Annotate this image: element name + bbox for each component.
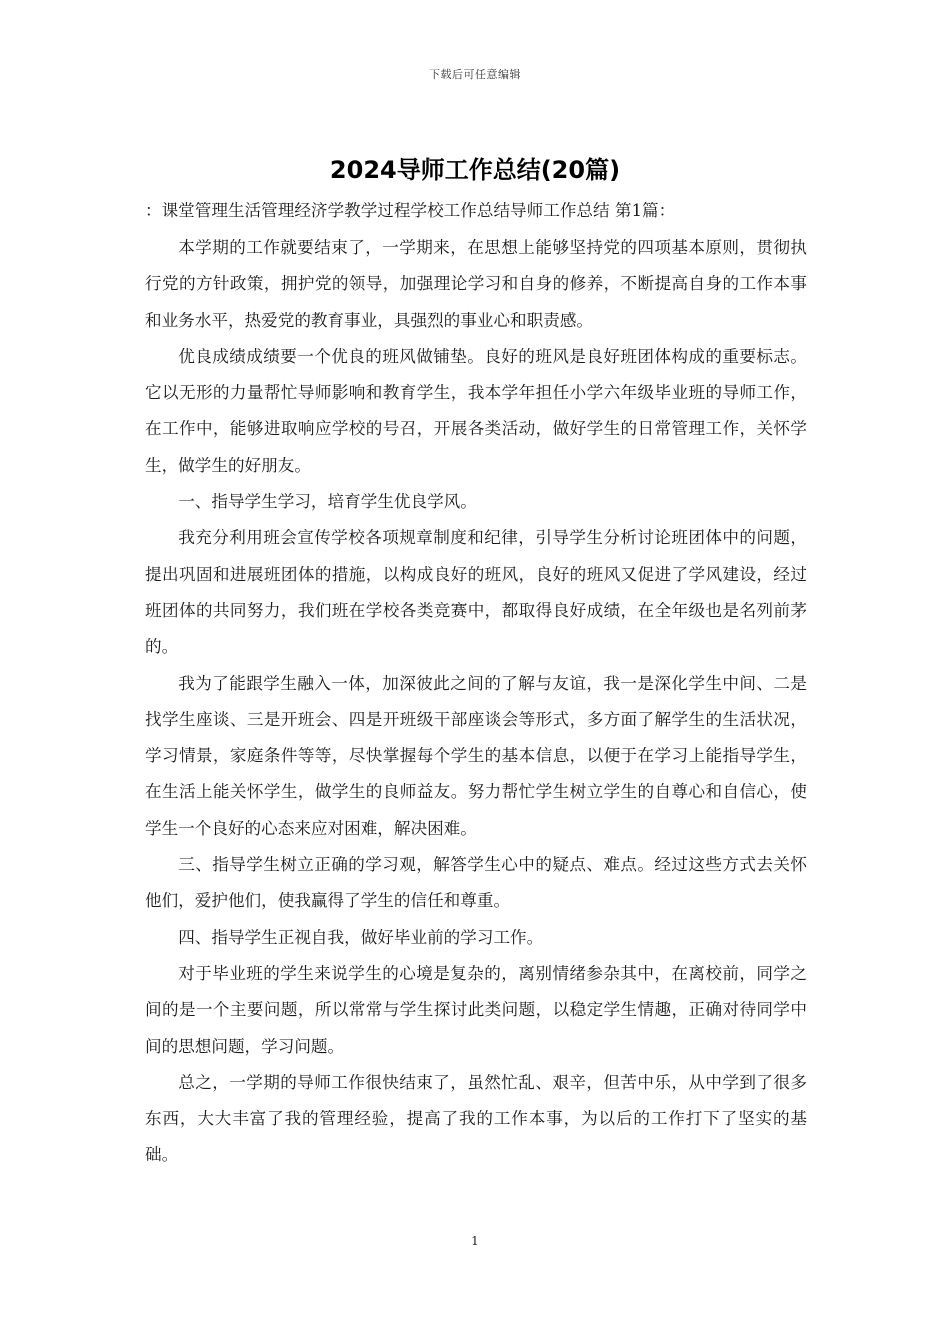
- document-title: 2024导师工作总结(20篇): [329, 156, 621, 184]
- paragraph: 三、指导学生树立正确的学习观，解答学生心中的疑点、难点。经过这些方式去关怀他们，爱护他们，使我赢得了学生的信任和尊重。: [145, 855, 807, 911]
- header-note: 下载后可任意编辑: [429, 68, 521, 81]
- paragraph: 总之，一学期的导师工作很快结束了，虽然忙乱、艰辛，但苦中乐，从中学到了很多东西，大大丰富了我的管理经验，提高了我的工作本事，为以后的工作打下了坚实的基础。: [145, 1072, 807, 1165]
- paragraph: 对于毕业班的学生来说学生的心境是复杂的，离别情绪参杂其中，在离校前，同学之间的是一个主要问题，所以常常与学生探讨此类问题，以稳定学生情趣，正确对待同学中间的思想问题，学习问题。: [145, 963, 807, 1056]
- paragraph: 我为了能跟学生融入一体，加深彼此之间的了解与友谊，我一是深化学生中间、二是找学生座谈、三是开班会、四是开班级干部座谈会等形式，多方面了解学生的生活状况，学习情景，家庭条件等等，尽快掌握每个学生的基本信息，以便于在学习上能指导学生，在生活上能关怀学生，做学生的良师益友。努力帮忙学生树立学生的自尊心和自信心，使学生一个良好的心态来应对困难，解决困难。: [145, 673, 807, 838]
- lead-line: ：课堂管理生活管理经济学教学过程学校工作总结导师工作总结 第1篇：: [145, 201, 676, 220]
- paragraph: 我充分利用班会宣传学校各项规章制度和纪律，引导学生分析讨论班团体中的问题，提出巩固和进展班团体的措施，以构成良好的班风，良好的班风又促进了学风建设，经过班团体的共同努力，我们班在学校各类竞赛中，都取得良好成绩，在全年级也是名列前茅的。: [145, 528, 807, 657]
- paragraph: 优良成绩成绩要一个优良的班风做铺垫。良好的班风是良好班团体构成的重要标志。它以无形的力量帮忙导师影响和教育学生，我本学年担任小学六年级毕业班的导师工作，在工作中，能够进取响应学校的号召，开展各类活动，做好学生的日常管理工作，关怀学生，做学生的好朋友。: [145, 346, 807, 475]
- document-body: [145, 196, 807, 1174]
- section-heading: 一、指导学生学习，培育学生优良学风。: [178, 492, 477, 512]
- paragraph: 本学期的工作就要结束了，一学期来，在思想上能够坚持党的四项基本原则，贯彻执行党的方针政策，拥护党的领导，加强理论学习和自身的修养，不断提高自身的工作本事和业务水平，热爱党的教育事业，具强烈的事业心和职责感。: [145, 238, 807, 330]
- section-heading: 四、指导学生正视自我，做好毕业前的学习工作。: [178, 927, 544, 947]
- page-number: 1: [471, 1234, 479, 1248]
